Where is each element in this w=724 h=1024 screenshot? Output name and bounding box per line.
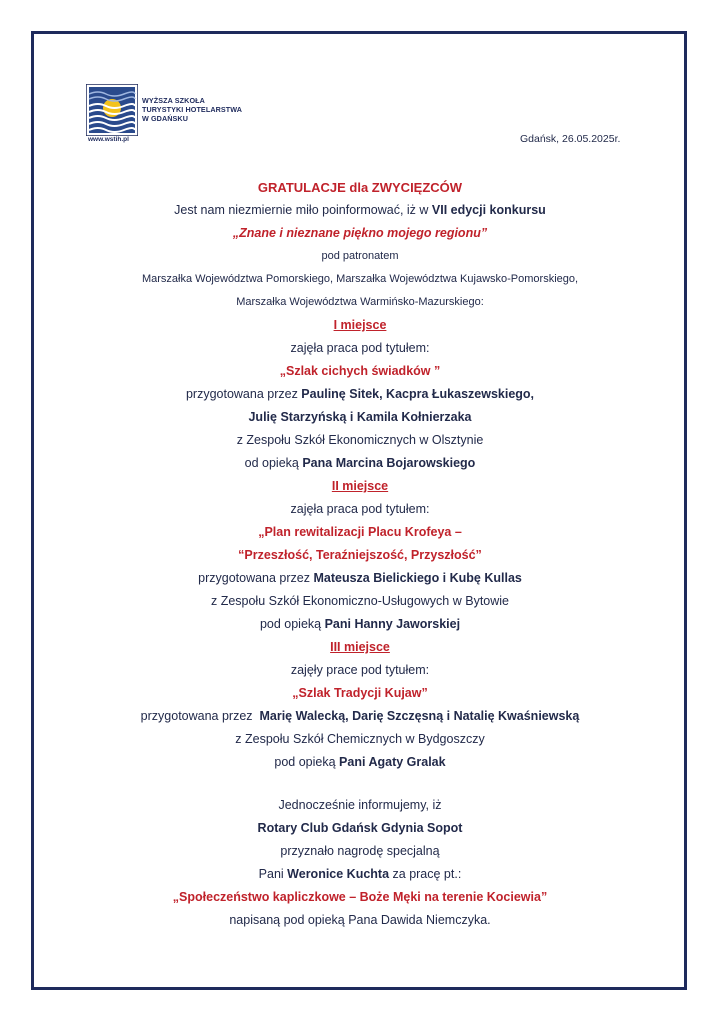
special-club	[60, 817, 660, 840]
place2-title: „Plan rewitalizacji Placu Krofeya –	[258, 525, 462, 539]
contest-title: „Znane i nieznane piękno mojego regionu”	[232, 226, 488, 240]
recipient-name: Weronice Kuchta	[287, 867, 390, 881]
patrons-line: Marszałka Województwa Warmińsko-Mazurskiego:	[236, 296, 484, 308]
recipient-prefix: Pani	[258, 867, 288, 881]
recipient-suffix: za pracę pt.:	[389, 867, 462, 881]
document-date: Gdańsk, 26.05.2025r.	[520, 133, 621, 145]
wave-sun-logo-icon	[86, 84, 138, 136]
place1-work-label: zajęła praca pod tytułem:	[290, 341, 430, 355]
place1-mentor	[60, 452, 660, 475]
authors: Mateusza Bielickiego i Kubę Kullas	[313, 571, 522, 585]
letter-body	[60, 176, 660, 932]
prepared-by: przygotowana przez	[140, 709, 260, 723]
special-mentor: napisaną pod opieką Pana Dawida Niemczyka.	[229, 913, 491, 927]
heading: GRATULACJE dla ZWYCIĘZCÓW	[257, 180, 463, 195]
mentor-prefix: od opieką	[244, 456, 303, 470]
mentor-name: Pana Marcina Bojarowskiego	[302, 456, 476, 470]
place3-authors	[60, 705, 660, 728]
place1-school: z Zespołu Szkół Ekonomicznych w Olsztynie	[236, 433, 484, 447]
place2-label: II miejsce	[331, 479, 389, 493]
place2-school: z Zespołu Szkół Ekonomiczno-Usługowych w Bytowie	[210, 594, 510, 608]
place3-mentor	[60, 751, 660, 774]
mentor-prefix: pod opieką	[259, 617, 325, 631]
authors: Paulinę Sitek, Kacpra Łukaszewskiego,	[301, 387, 535, 401]
place3-school: z Zespołu Szkół Chemicznych w Bydgoszczy	[235, 732, 485, 746]
logo-line: W GDAŃSKU	[142, 114, 189, 123]
edition-label: VII edycji konkursu	[431, 203, 546, 217]
club-name: Rotary Club Gdańsk Gdynia Sopot	[257, 821, 463, 835]
place3-label: III miejsce	[330, 640, 390, 654]
authors: Julię Starzyńską i Kamila Kołnierzaka	[248, 410, 472, 424]
logo-url: www.wstih.pl	[88, 136, 129, 143]
intro-text: Jest nam niezmiernie miło poinformować, iż w	[174, 203, 432, 217]
mentor-name: Pani Agaty Gralak	[339, 755, 446, 769]
authors: Marię Walecką, Darię Szczęsną i Natalię Kwaśniewską	[259, 709, 580, 723]
place1-label: I miejsce	[333, 318, 387, 332]
intro-line	[60, 199, 660, 222]
place1-authors	[60, 383, 660, 406]
special-title: „Społeczeństwo kapliczkowe – Boże Męki na terenie Kociewia”	[172, 890, 548, 904]
special-intro: Jednocześnie informujemy, iż	[278, 798, 442, 812]
spacer	[60, 774, 660, 794]
place1-title: „Szlak cichych świadków ”	[279, 364, 441, 378]
logo-name	[142, 96, 242, 123]
place3-work-label: zajęły prace pod tytułem:	[290, 663, 430, 677]
patronage-label: pod patronatem	[321, 250, 399, 262]
special-awarded: przyznało nagrodę specjalną	[280, 844, 440, 858]
place2-mentor	[60, 613, 660, 636]
place2-work-label: zajęła praca pod tytułem:	[290, 502, 430, 516]
logo-line: TURYSTYKI HOTELARSTWA	[142, 105, 243, 114]
place3-title: „Szlak Tradycji Kujaw”	[292, 686, 428, 700]
mentor-name: Pani Hanny Jaworskiej	[324, 617, 461, 631]
logo-line: WYŻSZA SZKOŁA	[142, 96, 205, 105]
place2-title-2: “Przeszłość, Teraźniejszość, Przyszłość”	[238, 548, 482, 562]
special-recipient	[60, 863, 660, 886]
place1-authors-2	[60, 406, 660, 429]
prepared-by: przygotowana przez	[185, 387, 302, 401]
prepared-by: przygotowana przez	[198, 571, 314, 585]
place2-authors	[60, 567, 660, 590]
patrons-line: Marszałka Województwa Pomorskiego, Marszałka Województwa Kujawsko-Pomorskiego,	[141, 273, 579, 285]
mentor-prefix: pod opieką	[274, 755, 340, 769]
school-logo	[86, 84, 286, 150]
